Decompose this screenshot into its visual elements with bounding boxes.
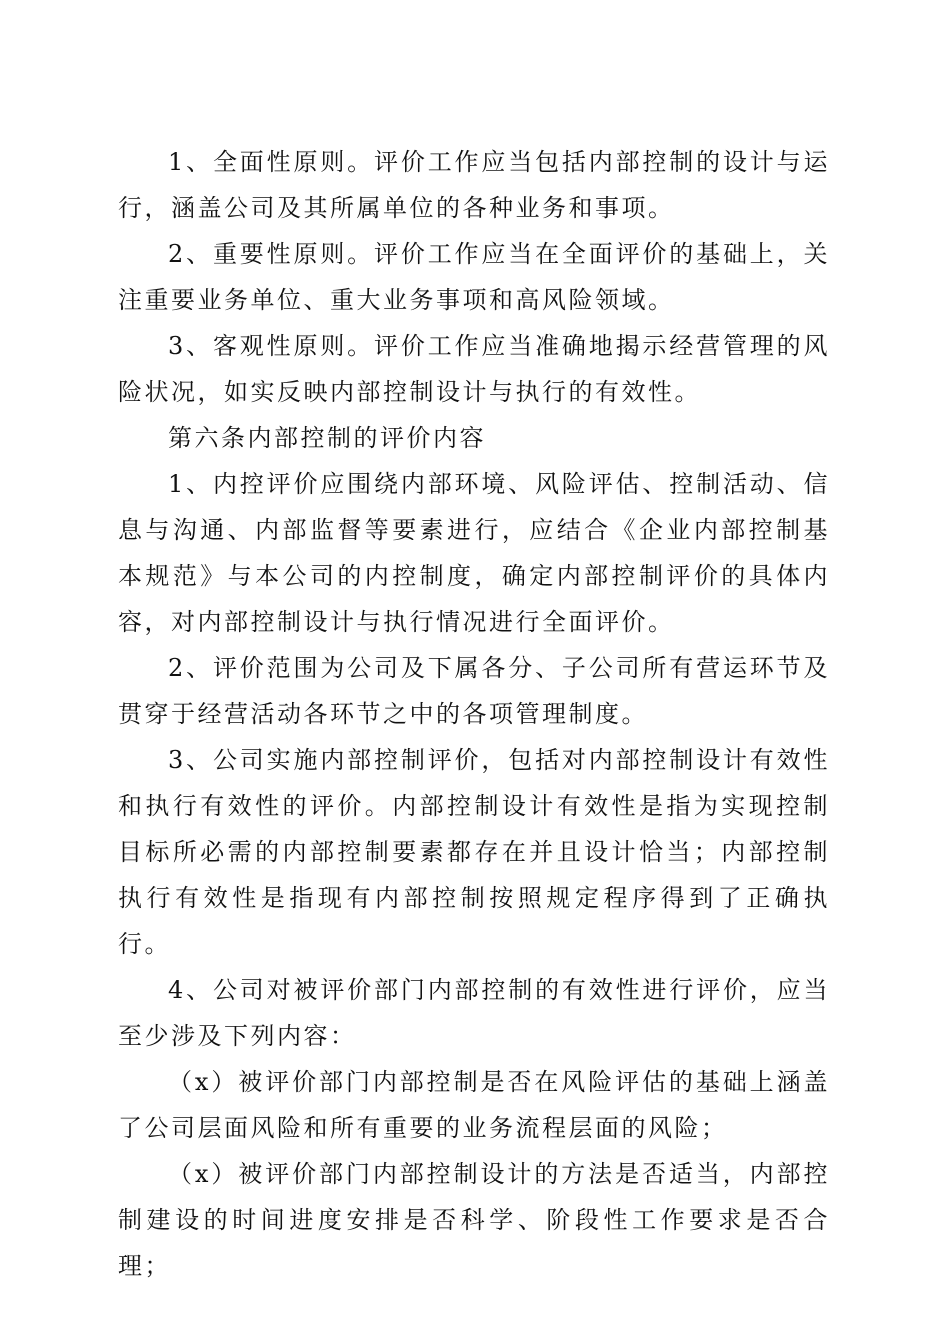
principle-comprehensive: 1、全面性原则。评价工作应当包括内部控制的设计与运行，涵盖公司及其所属单位的各种业务和事项。 (118, 148, 830, 222)
sub-item-risk-coverage: （x）被评价部门内部控制是否在风险评估的基础上涵盖了公司层面风险和所有重要的业务流程层面的风险； (118, 1068, 830, 1142)
content-item-2: 2、评价范围为公司及下属各分、子公司所有营运环节及贯穿于经营活动各环节之中的各项管理制度。 (118, 654, 830, 728)
article-six-heading: 第六条内部控制的评价内容 (168, 424, 486, 452)
document-page (118, 139, 830, 1289)
principle-importance: 2、重要性原则。评价工作应当在全面评价的基础上，关注重要业务单位、重大业务事项和高风险领域。 (118, 240, 830, 314)
content-item-3: 3、公司实施内部控制评价，包括对内部控制设计有效性和执行有效性的评价。内部控制设计有效性是指为实现控制目标所必需的内部控制要素都存在并且设计恰当；内部控制执行有效性是指现有内部控制按照规定程序得到了正确执行。 (118, 746, 830, 958)
principle-objectivity: 3、客观性原则。评价工作应当准确地揭示经营管理的风险状况，如实反映内部控制设计与执行的有效性。 (118, 332, 830, 406)
sub-item-design-method: （x）被评价部门内部控制设计的方法是否适当，内部控制建设的时间进度安排是否科学、阶段性工作要求是否合理； (118, 1160, 830, 1280)
content-item-4: 4、公司对被评价部门内部控制的有效性进行评价，应当至少涉及下列内容： (118, 976, 830, 1050)
content-item-1: 1、内控评价应围绕内部环境、风险评估、控制活动、信息与沟通、内部监督等要素进行，应结合《企业内部控制基本规范》与本公司的内控制度，确定内部控制评价的具体内容，对内部控制设计与执行情况进行全面评价。 (118, 470, 830, 636)
